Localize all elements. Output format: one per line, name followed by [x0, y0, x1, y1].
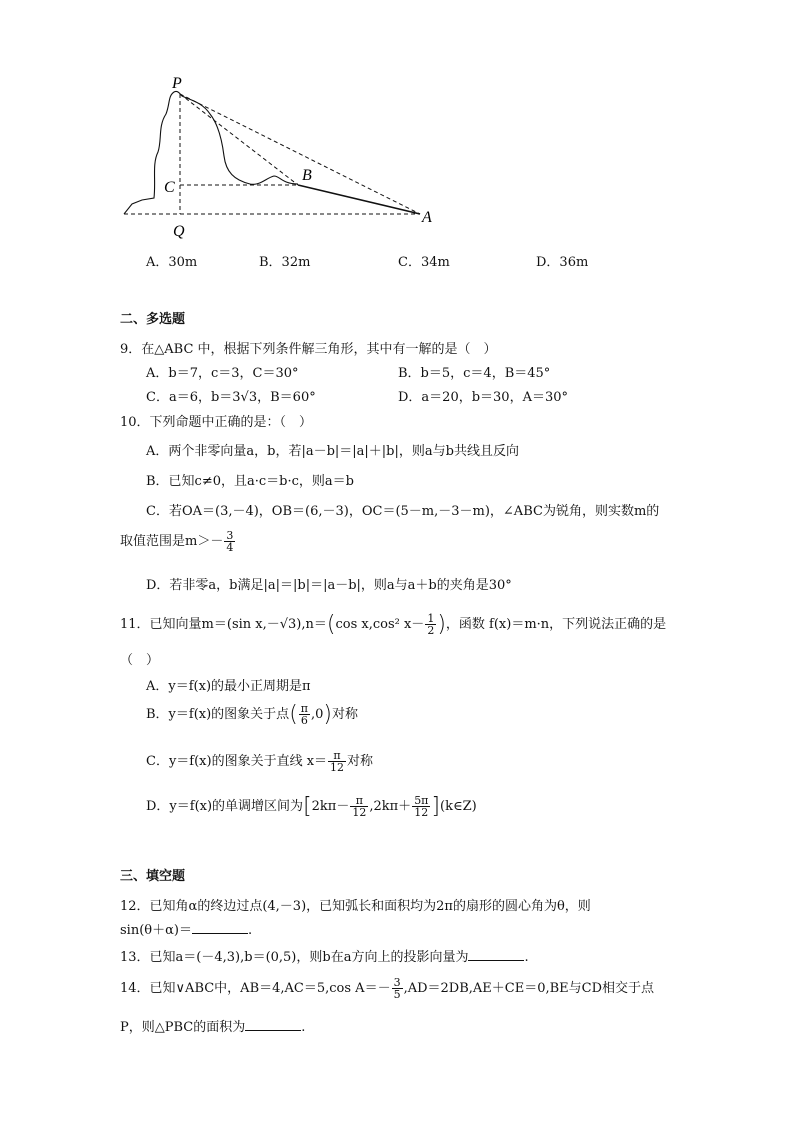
numerator: π: [350, 795, 368, 807]
q11-b-prefix: B．y＝f(x)的图象关于点: [146, 707, 290, 722]
fraction: [425, 613, 436, 636]
q11-d-suffix: (k∈Z): [440, 799, 477, 814]
q9-option-c: C．a＝6，b＝3√3，B＝60°: [146, 390, 316, 405]
denominator: 5: [393, 988, 401, 1001]
q8-option-a: A．30m: [146, 255, 198, 270]
fraction: [350, 795, 368, 818]
q14-line1: [120, 977, 654, 1000]
q10-stem: 10．下列命题中正确的是：（ ）: [120, 415, 313, 430]
label-B: B: [302, 167, 312, 184]
q12-line2: sin(θ＋α)＝ .: [120, 923, 253, 938]
fraction: [392, 977, 403, 1000]
q11-d-inner1: 2kπ－: [311, 799, 350, 814]
fraction: [224, 530, 235, 553]
q11-stem-part2: ，函数 f(x)＝m·n，下列说法正确的是: [445, 617, 667, 632]
paren-right: ): [437, 612, 446, 637]
denominator: 2: [427, 624, 435, 637]
numerator: π: [328, 750, 346, 762]
q9-option-d: D．a＝20，b＝30，A＝30°: [398, 390, 569, 405]
q11-b-after: ,0: [311, 707, 324, 722]
denominator: 12: [414, 806, 429, 819]
label-P: P: [172, 75, 182, 92]
q14-suffix: ,AD＝2DB,AE＋CE＝0,BE与CD相交于点: [403, 981, 655, 996]
numerator: 3: [393, 976, 401, 989]
q10-option-d: D．若非零a，b满足|a|＝|b|＝|a－b|，则a与a＋b的夹角是30°: [146, 578, 512, 593]
q11-option-d: [146, 794, 477, 819]
label-A: A: [422, 209, 432, 226]
denominator: 6: [300, 714, 308, 727]
bracket-left: [: [303, 794, 312, 819]
numerator: π: [300, 702, 309, 715]
q11-option-a: A．y＝f(x)的最小正周期是π: [146, 679, 311, 694]
q13: 13．已知a＝(－4,3),b＝(0,5)，则b在a方向上的投影向量为 .: [120, 950, 529, 965]
q9-option-a: A．b＝7，c＝3，C＝30°: [146, 366, 299, 381]
q11-option-b: [146, 702, 358, 727]
numerator: 1: [427, 612, 435, 625]
q13-text: 13．已知a＝(－4,3),b＝(0,5)，则b在a方向上的投影向量为: [120, 950, 469, 965]
hill-outline: [124, 91, 298, 214]
q11-c-prefix: C．y＝f(x)的图象关于直线 x＝: [146, 754, 328, 769]
q11-stem-part1: 11．已知向量m＝(sin x,－√3),n＝: [120, 617, 327, 632]
q12-line2-text: sin(θ＋α)＝: [120, 923, 192, 938]
q8-option-d: D．36m: [536, 255, 589, 270]
q10-option-c-line1: C．若OA＝(3,－4)，OB＝(6,－3)，OC＝(5－m,－3－m)，∠ABC为锐角，则实数m的: [146, 504, 660, 519]
q8-option-c: C．34m: [398, 255, 450, 270]
paren-right: ): [323, 702, 333, 727]
q10-c-range-prefix: 取值范围是m＞－: [120, 534, 224, 549]
paren-left: (: [289, 702, 298, 727]
q11-d-inner2: ,2kπ＋: [369, 799, 412, 814]
q11-stem-line1: [120, 612, 666, 637]
denominator: 12: [330, 761, 345, 774]
q10-option-a: A．两个非零向量a，b，若|a－b|＝|a|＋|b|，则a与b共线且反向: [146, 444, 519, 459]
q12-line1: 12．已知角α的终边过点(4,－3)，已知弧长和面积均为2π的扇形的圆心角为θ，则: [120, 899, 591, 914]
denominator: 4: [226, 541, 234, 554]
q10-option-c-line2: [120, 530, 236, 553]
numerator: 3: [226, 529, 234, 542]
q9-option-b: B．b＝5，c＝4，B＝45°: [398, 366, 551, 381]
q9-stem: 9．在△ABC 中，根据下列条件解三角形，其中有一解的是（ ）: [120, 342, 497, 357]
q10-option-b: B．已知c≠0，且a·c＝b·c，则a＝b: [146, 474, 354, 489]
answer-blank[interactable]: [245, 1018, 301, 1031]
paren-left: (: [326, 612, 336, 637]
label-Q: Q: [173, 223, 185, 240]
bracket-right: ]: [431, 794, 441, 819]
section-heading-multi-choice: 二、多选题: [120, 312, 186, 327]
q14-prefix: 14．已知∨ABC中，AB＝4,AC＝5,cos A＝－: [120, 981, 391, 996]
label-C: C: [164, 179, 175, 196]
q11-d-prefix: D．y＝f(x)的单调增区间为: [146, 799, 304, 814]
fraction: [412, 795, 430, 818]
q14-line2-text: P，则△PBC的面积为: [120, 1020, 246, 1035]
q11-b-suffix: 对称: [332, 707, 359, 722]
geometry-figure: [110, 68, 450, 240]
q11-stem-line2: （ ）: [120, 653, 160, 668]
q11-option-c: [146, 750, 373, 773]
q11-vector-inner: cos x,cos² x－: [335, 617, 425, 632]
section-heading-fill-in: 三、填空题: [120, 869, 186, 884]
denominator: 12: [352, 806, 367, 819]
q11-c-suffix: 对称: [347, 754, 374, 769]
fraction: [328, 750, 346, 773]
q8-option-b: B．32m: [259, 255, 311, 270]
answer-blank[interactable]: [468, 948, 524, 961]
answer-blank[interactable]: [192, 921, 248, 934]
numerator: 5π: [414, 794, 429, 807]
fraction: [299, 703, 310, 726]
q14-line2: P，则△PBC的面积为 .: [120, 1020, 306, 1035]
